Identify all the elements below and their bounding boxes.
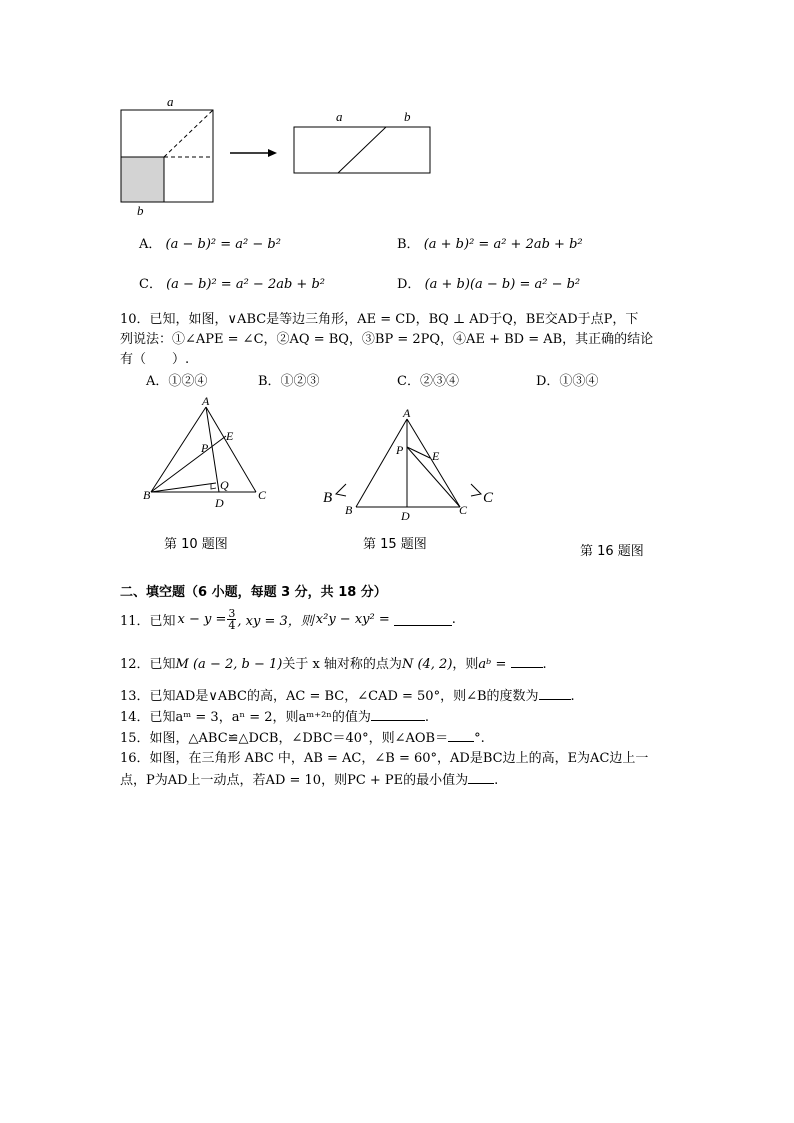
- q9-option-c-letter: C．: [139, 277, 162, 292]
- fig15-label-b-outer: B: [323, 490, 333, 506]
- q9-option-d-expr: (a + b)(a − b) = a² − b²: [424, 277, 581, 292]
- q9-option-a-expr: (a − b)² = a² − b²: [165, 237, 281, 252]
- fig15-label-d: D: [401, 509, 410, 523]
- label-a-square: a: [167, 94, 174, 109]
- q11-fraction-numerator: 3: [228, 606, 236, 620]
- q12-point-n: N (4, 2): [401, 657, 453, 672]
- fig15-arrow-b: [336, 484, 346, 496]
- q11-fraction: [227, 608, 236, 631]
- q16-answer-blank[interactable]: [468, 771, 494, 784]
- fig15-side-ab: [356, 419, 407, 507]
- q9-option-b-expr: (a + b)² = a² + 2ab + b²: [423, 237, 583, 252]
- q11-answer-blank[interactable]: [394, 613, 452, 626]
- q11-expr1: x − y =: [177, 611, 227, 627]
- fig10-label-d: D: [215, 496, 224, 510]
- fig15-arrow-c: [471, 484, 481, 496]
- q10-option-b: B．①②③: [258, 374, 320, 389]
- q12-expr: aᵇ =: [478, 657, 507, 672]
- q13-answer-blank[interactable]: [539, 687, 571, 700]
- caption-fig15: 第 15 题图: [363, 537, 427, 552]
- fig10-label-p: P: [201, 441, 209, 455]
- q14-text: 14．已知aᵐ = 3，aⁿ = 2，则aᵐ⁺²ⁿ的值为: [120, 710, 371, 725]
- fig10-label-c: C: [258, 488, 267, 502]
- q11-fraction-denominator: 4: [228, 618, 236, 632]
- q9-option-c-expr: (a − b)² = a² − 2ab + b²: [166, 277, 325, 292]
- q12-answer-blank[interactable]: [511, 655, 543, 668]
- fig10-label-e: E: [226, 429, 234, 443]
- q12: [120, 653, 547, 672]
- fig15-label-c: C: [459, 503, 468, 517]
- q11-expr2: , xy = 3，则: [237, 613, 314, 629]
- q10-line1: 10．已知，如图，∨ABC是等边三角形，AE = CD，BQ ⊥ AD于Q，BE交AD于点P，下: [120, 312, 639, 327]
- q12-suffix: .: [542, 657, 547, 672]
- fig10-label-b: B: [143, 488, 151, 502]
- q14: [120, 706, 429, 725]
- q9-option-d-letter: D．: [397, 277, 421, 292]
- q9-option-a-letter: A．: [139, 237, 162, 252]
- q12-text5: ，则: [452, 657, 479, 672]
- label-b-rect: b: [404, 109, 411, 124]
- fig10-label-q: Q: [220, 478, 229, 492]
- q11-prefix: 11．已知: [120, 613, 176, 629]
- q15: [120, 727, 485, 746]
- q9-option-b-letter: B．: [397, 237, 420, 252]
- q16-line2: [120, 769, 498, 788]
- figure-q15: [0, 0, 794, 560]
- fig15-label-a: A: [403, 406, 411, 420]
- fig15-side-ac: [407, 419, 460, 507]
- fig15-segment-pe: [407, 447, 430, 458]
- section2-title: 二、填空题（6 小题，每题 3 分，共 18 分）: [120, 585, 387, 600]
- q13-suffix: .: [570, 689, 575, 704]
- q10-line2: 列说法：①∠APE = ∠C，②AQ = BQ，③BP = 2PQ，④AE + BD = AB，其正确的结论: [120, 332, 654, 347]
- q16-line1: 16．如图，在三角形 ABC 中，AB = AC，∠B = 60°，AD是BC边上的高，E为AC边上一: [120, 751, 649, 766]
- q11-expr3: x²y − xy² =: [315, 611, 390, 627]
- q10-option-a: A．①②④: [146, 374, 208, 389]
- q13-text: 13．已知AD是∨ABC的高，AC = BC，∠CAD = 50°，则∠B的度数为: [120, 689, 539, 704]
- fig15-label-p: P: [396, 443, 404, 457]
- fig15-label-b: B: [345, 503, 353, 517]
- caption-fig16: 第 16 题图: [580, 544, 644, 559]
- label-b-square: b: [137, 203, 144, 218]
- fig15-label-e: E: [432, 449, 440, 463]
- q13: [120, 685, 575, 704]
- q10-line3: 有（ ）.: [120, 352, 190, 367]
- q15-answer-blank[interactable]: [448, 729, 474, 742]
- q12-point-m: M (a − 2, b − 1): [175, 657, 283, 672]
- fig10-label-a: A: [202, 394, 210, 408]
- q15-text: 15．如图，△ABC≌△DCB，∠DBC＝40°，则∠AOB＝: [120, 731, 449, 746]
- q16-suffix: .: [494, 773, 499, 788]
- q15-suffix: °.: [474, 731, 485, 746]
- q14-suffix: .: [424, 710, 430, 725]
- q16-line2-text: 点，P为AD上一动点，若AD = 10，则PC + PE的最小值为: [120, 773, 469, 788]
- q12-text3: 关于 x 轴对称的点为: [282, 657, 402, 672]
- q10-option-d: D．①③④: [536, 374, 599, 389]
- fig15-label-c-outer: C: [483, 490, 494, 506]
- label-a-rect: a: [336, 109, 343, 124]
- q14-answer-blank[interactable]: [371, 708, 425, 721]
- q10-option-c: C．②③④: [397, 374, 459, 389]
- q12-text1: 12．已知: [120, 657, 176, 672]
- caption-fig10: 第 10 题图: [164, 537, 228, 552]
- q11-suffix: .: [451, 611, 456, 627]
- q11: [120, 604, 456, 634]
